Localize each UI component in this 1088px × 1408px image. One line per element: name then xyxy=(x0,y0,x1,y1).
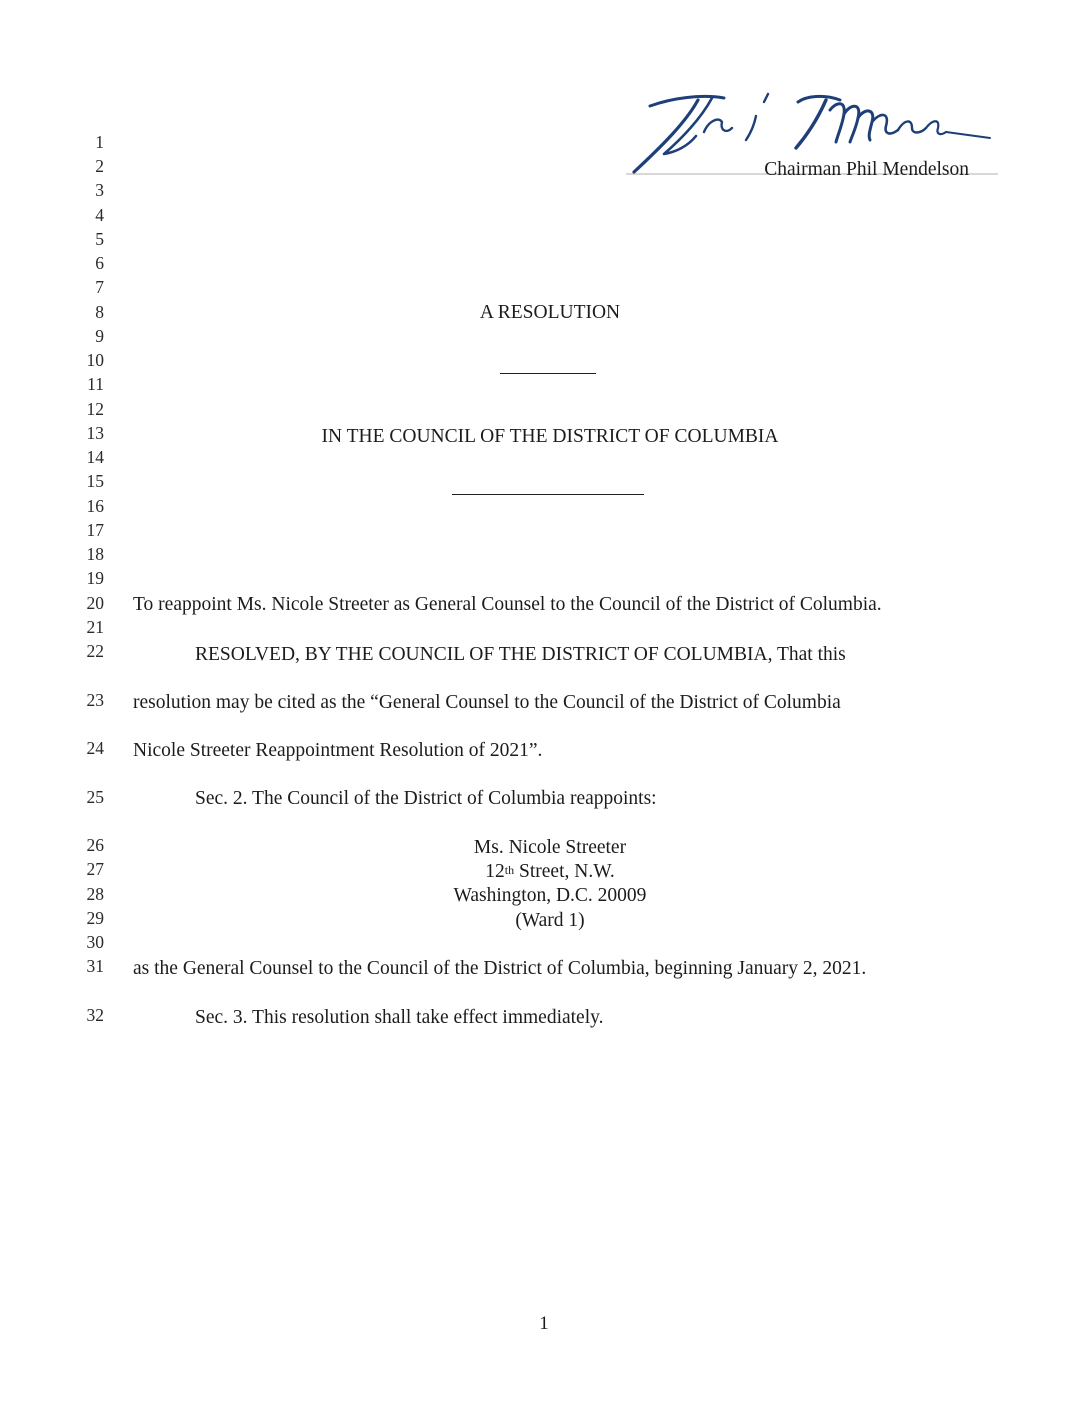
page-number: 1 xyxy=(539,1313,549,1334)
line-number: 26 xyxy=(86,835,104,855)
short-title-clause: resolution may be cited as the “General Counsel to the Council of the District of Columbia xyxy=(133,692,841,713)
line-number: 21 xyxy=(86,617,104,637)
resolved-clause: RESOLVED, BY THE COUNCIL OF THE DISTRICT OF COLUMBIA, That this xyxy=(195,644,846,665)
line-number: 23 xyxy=(86,690,104,710)
line-number: 19 xyxy=(86,568,104,588)
line-number: 31 xyxy=(86,956,104,976)
line-number: 11 xyxy=(87,374,104,394)
line-number: 32 xyxy=(86,1005,104,1025)
line-number: 24 xyxy=(86,738,104,758)
purpose-line: To reappoint Ms. Nicole Streeter as General Counsel to the Council of the District of Columbia. xyxy=(133,594,882,615)
street-number: 12 xyxy=(485,861,505,882)
line-number: 2 xyxy=(95,156,104,176)
line-number: 22 xyxy=(86,641,104,661)
line-number: 14 xyxy=(86,447,104,467)
line-number: 15 xyxy=(86,471,104,491)
line-number: 13 xyxy=(86,423,104,443)
line-number: 16 xyxy=(86,496,104,516)
appointee-ward: (Ward 1) xyxy=(515,910,585,931)
line-number: 3 xyxy=(95,180,104,200)
line-number: 6 xyxy=(95,253,104,273)
resolution-title: A RESOLUTION xyxy=(479,302,621,323)
line-number: 9 xyxy=(95,326,104,346)
line-number: 18 xyxy=(86,544,104,564)
short-title-clause-end: Nicole Streeter Reappointment Resolution of 2021”. xyxy=(133,740,543,761)
line-number: 27 xyxy=(86,859,104,879)
line-number: 29 xyxy=(86,908,104,928)
line-number: 17 xyxy=(86,520,104,540)
appointee-name: Ms. Nicole Streeter xyxy=(473,837,627,858)
bill-number-rule xyxy=(452,494,644,495)
signature-image xyxy=(600,74,1000,184)
appointee-city: Washington, D.C. 20009 xyxy=(453,885,647,906)
line-number: 12 xyxy=(86,399,104,419)
council-heading: IN THE COUNCIL OF THE DISTRICT OF COLUMBIA xyxy=(321,426,779,447)
street-name: Street, N.W. xyxy=(514,861,615,882)
appointment-line: as the General Counsel to the Council of the District of Columbia, beginning January 2, 2021. xyxy=(133,958,867,979)
line-number: 8 xyxy=(95,302,104,322)
line-number: 7 xyxy=(95,277,104,297)
street-ordinal: th xyxy=(504,863,515,877)
line-number: 20 xyxy=(86,593,104,613)
appointee-street xyxy=(0,861,1088,883)
line-number: 5 xyxy=(95,229,104,249)
line-number: 10 xyxy=(86,350,104,370)
divider-rule xyxy=(500,373,596,374)
line-number: 1 xyxy=(95,132,104,152)
line-number: 30 xyxy=(86,932,104,952)
section-2: Sec. 2. The Council of the District of Columbia reappoints: xyxy=(195,788,657,809)
section-3: Sec. 3. This resolution shall take effect immediately. xyxy=(195,1007,604,1028)
line-number: 25 xyxy=(86,787,104,807)
signer-name: Chairman Phil Mendelson xyxy=(764,159,969,180)
line-number: 28 xyxy=(86,884,104,904)
line-number: 4 xyxy=(95,205,104,225)
